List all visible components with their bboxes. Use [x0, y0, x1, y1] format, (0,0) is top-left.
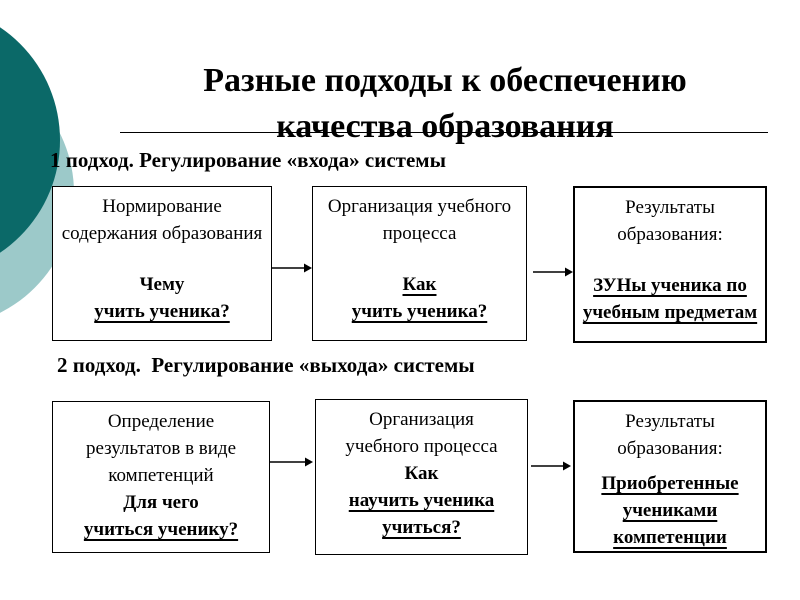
arrow-right-icon — [531, 460, 571, 472]
box-line: образования: — [617, 438, 723, 459]
box-result-line: учебным предметам — [582, 302, 758, 323]
box-competency-definition — [52, 401, 270, 553]
box-result-line: ЗУНы ученика по — [593, 275, 747, 296]
arrow-right-icon — [533, 266, 573, 278]
box-line: учебного процесса — [345, 436, 498, 457]
box-question-line: научить ученика — [348, 490, 495, 511]
box-line: Организация — [369, 409, 474, 430]
box-results-zun — [573, 186, 767, 343]
slide-title-line2: качества образования — [276, 108, 614, 145]
box-line: Результаты — [625, 411, 715, 432]
box-question-line: Как — [402, 274, 437, 295]
approach2-label: 2 подход. Регулирование «выхода» системы — [57, 353, 475, 377]
slide-title — [100, 58, 790, 150]
box-question-line: учить ученика? — [94, 301, 230, 322]
box-question-line: учить ученика? — [351, 301, 488, 322]
arrow-right-icon — [272, 262, 312, 274]
box-content-standards — [52, 186, 272, 341]
box-question-line: Для чего — [123, 492, 199, 513]
box-line: Определение — [107, 411, 215, 432]
approach1-label: 1 подход. Регулирование «входа» системы — [50, 148, 447, 172]
box-question-line: учиться ученику? — [83, 519, 239, 540]
box-results-competencies — [573, 400, 767, 553]
box-result-line: Приобретенные — [601, 473, 739, 494]
box-question-line: Чему — [139, 274, 185, 295]
box-result-line: компетенции — [613, 527, 727, 548]
box-line: результатов в виде — [85, 438, 237, 459]
box-line: компетенций — [108, 465, 214, 486]
box-question-line: учиться? — [382, 517, 461, 538]
box-question-line: Как — [404, 463, 439, 484]
box-line: процесса — [382, 223, 457, 244]
box-process-organization-2 — [315, 399, 528, 555]
box-line: образования: — [617, 224, 723, 245]
box-line: Результаты — [625, 197, 715, 218]
arrow-right-icon — [270, 456, 313, 468]
box-line: Нормирование — [102, 196, 222, 217]
box-line: Организация учебного — [327, 196, 512, 217]
slide-title-line1: Разные подходы к обеспечению — [203, 62, 687, 99]
box-process-organization-1 — [312, 186, 527, 341]
box-result-line: учениками — [622, 500, 718, 521]
box-line: содержания образования — [61, 223, 263, 244]
